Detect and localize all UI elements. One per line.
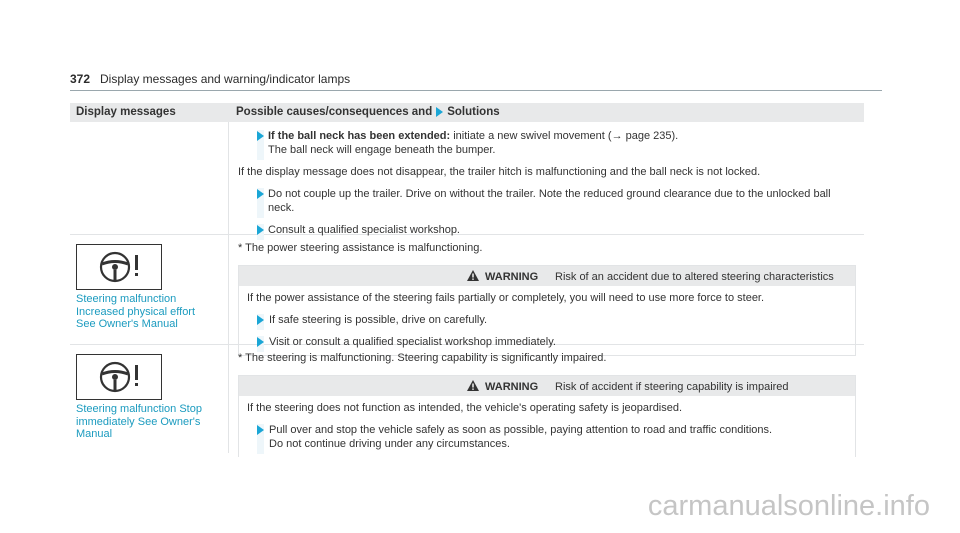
cause-text: * The power steering assistance is malfunctioning. — [238, 242, 483, 254]
row-paragraph: If the display message does not disappear, the trailer hitch is malfunctioning and the ball neck is not locked. — [238, 166, 761, 178]
solution-arrow-icon — [436, 107, 443, 117]
page-header-title: Display messages and warning/indicator lamps — [100, 72, 351, 86]
row-content — [238, 241, 856, 356]
warning-body: If the power assistance of the steering fails partially or completely, you will need to use more force to steer. If safe steering is possible, drive on carefully. Visit or consult a qualified specialist workshop immediately. — [239, 286, 855, 355]
solution-step: Consult a qualified specialist workshop. — [238, 223, 856, 237]
steering-warning-icon — [76, 354, 162, 400]
page-header — [70, 72, 882, 91]
warning-triangle-icon — [467, 270, 479, 281]
warning-header — [239, 376, 855, 396]
table-row — [70, 122, 864, 235]
solution-step: If safe steering is possible, drive on carefully. — [247, 313, 849, 327]
solution-step: Do not couple up the trailer. Drive on without the trailer. Note the reduced ground clearance due to the unlocked ball neck. — [238, 187, 856, 215]
display-messages-table — [70, 103, 864, 453]
solution-step: Visit or consult a qualified specialist workshop immediately. — [247, 335, 849, 349]
row-content — [238, 351, 856, 457]
warning-label: WARNING — [485, 381, 539, 393]
warning-title: Risk of accident if steering capability is impaired — [555, 381, 789, 393]
watermark: carmanualsonline.info — [647, 490, 930, 522]
warning-label: WARNING — [485, 271, 539, 283]
table-row — [70, 345, 864, 453]
col-header-display-messages: Display messages — [76, 106, 176, 118]
display-message-text: Steering malfunction Stop immediately See Owner's Manual — [76, 403, 202, 440]
table-header — [70, 103, 864, 122]
warning-triangle-icon — [467, 380, 479, 391]
display-message-text: Steering malfunction Increased physical effort See Owner's Manual — [76, 293, 196, 330]
step-arrow-icon — [257, 225, 264, 235]
warning-box — [238, 265, 856, 356]
solution-step: Pull over and stop the vehicle safely as soon as possible, paying attention to road and traffic conditions. Do not continue driving under any circumstances. — [247, 423, 849, 451]
col-header-causes: Possible causes/consequences and Solutions — [236, 106, 500, 118]
page-number: 372 — [70, 72, 91, 86]
table-row — [70, 235, 864, 348]
step-arrow-icon — [257, 315, 264, 325]
solution-step: If the ball neck has been extended: initiate a new swivel movement (→ page 235). The ball neck will engage beneath the bumper. — [238, 129, 856, 157]
warning-title: Risk of an accident due to altered steering characteristics — [555, 271, 834, 283]
step-arrow-icon — [257, 131, 264, 141]
step-arrow-icon — [257, 189, 264, 199]
warning-body: If the steering does not function as intended, the vehicle's operating safety is jeopardised. Pull over and stop the vehicle safely as soon as possible, paying attention to road and traffic conditions. Do not continue driving under any circumstances. — [239, 396, 855, 457]
steering-warning-icon — [76, 244, 162, 290]
step-arrow-icon — [257, 425, 264, 435]
cause-text: * The steering is malfunctioning. Steering capability is significantly impaired. — [238, 352, 607, 364]
warning-box — [238, 375, 856, 457]
row-content — [238, 129, 856, 237]
warning-header — [239, 266, 855, 286]
